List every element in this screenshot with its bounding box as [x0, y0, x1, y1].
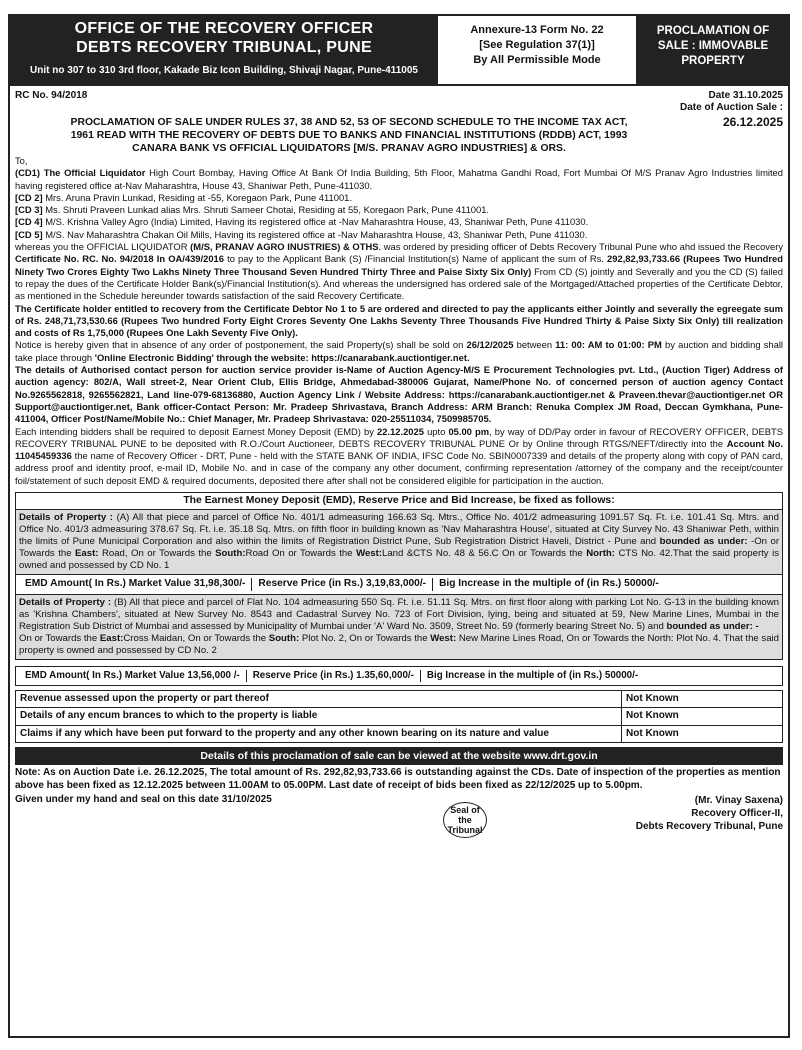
emd-deadline: 22.12.2025 — [377, 425, 424, 437]
property-b-bounded: bounded as under: - — [666, 620, 759, 632]
property-b-text-1: (B) All that piece and parcel of Flat No. 104 admeasuring 550 Sq. Ft. i.e. 51.11 Sq. Mtrs. on first floor along with parking Lot No. G-13 in the building known as 'Krishna Chambers', situated at New Survey No. 8543 and Cadastral Survey No. 723 of Fort Division, lying, being and situated at 59, New Marine Lines, Mumbai in the Registration Sub District of Mumbai and assessed by Municipality of Mumbai under 'A' Ward No. 3509, Street No. 59 (formerly bearing Street No. 5) and — [19, 596, 779, 632]
emd-text-4: the name of Recovery Officer - DRT, Pune - held with the STATE BANK OF INDIA, IFSC Code No. SBIN0007339 and details of the property along with copy of PAN card, address proof and identity proof, e-mail ID, Mobile No. and in case of the company any other document, confirming representation /attorney of the company and the receipt/counter foil/statement of such deposit EMD & required documents, deposited there after shall not be considered eligible for participation in the auction. — [15, 450, 783, 486]
bidding-website: 'Online Electronic Bidding' through the website: https://canarabank.auctiontiger.net. — [94, 351, 470, 363]
whereas-paragraph — [15, 241, 783, 302]
property-b-pricing — [15, 666, 783, 686]
cd5-paragraph — [15, 229, 783, 241]
whereas-text-1: whereas you the OFFICIAL LIQUIDATOR — [15, 241, 191, 253]
property-a-east: East: — [75, 548, 99, 560]
to-label: To, — [15, 155, 28, 166]
details-row-revenue — [15, 690, 783, 708]
property-a-south: South: — [215, 548, 246, 560]
property-b-text-2: On or Towards the — [19, 632, 100, 644]
details-row-claims — [15, 726, 783, 743]
annexure-line-1: Annexure-13 Form No. 22 — [470, 24, 604, 36]
cd1-label: (CD1) The Official Liquidator — [15, 167, 146, 179]
reserve-price-b: Reserve Price (in Rs.) 1.35,60,000/- — [246, 670, 420, 682]
whereas-text-3: to pay to the Applicant Bank (S) /Financial Institution(s) Name of applicant the sum of Rs. — [223, 253, 608, 265]
property-b-south: South: — [268, 632, 300, 644]
cd5-text: M/S. Nav Maharashtra Chakan Oil Mills, Having its registered office at -Nav Maharashtra House, 43, Shaniwar Peth, Pune 411030. — [42, 228, 588, 240]
annexure-line-2: [See Regulation 37(1)] — [479, 39, 595, 51]
emd-text-3: , by way of DD/Pay order in favour of RECOVERY OFFICER, DEBTS RECOVERY TRIBUNAL PUNE to be deposited with R.O./Court Auctioneer, DEBTS RECOVERY TRIBUNAL PUNE Or by Online through RTGS/NEFT/directly into the — [15, 425, 783, 449]
contact-paragraph: The details of Authorised contact person for auction service provider is-Name of Auction Agency-M/S E Procurement Technologies pvt. Ltd., (Auction Tiger) Address of auction agency: 802/A, Wall street-2, Near Orient Club, Ellis Bridge, Ahmedabad-380006 Gujarat, Name/Phone No. of concerned person of auction agency Contact No.9265562818, 9265562821, Land line-079-68136880, Auction Agency Link / Website Address: https://canarabank.auctiontiger.net & Praveen.thevar@auctiontiger.net OR Support@auctiontiger.net, Bank officer-Contact Person: Mr. Pradeep Shrivastava, Branch Address: ARM Branch: Renuka Complex JM Road, Deccan Gymkhana, Pune-411004, Officer Post/Name/Mobile No.: Chief Manager, Mr. Pradeep Shrivastava: 020-25511034, 7509985705. — [15, 364, 783, 425]
cd3-label: [CD 3] — [15, 204, 43, 216]
certificate-number: Certificate No. RC. No. 94/2018 In OA/439/2016 — [15, 253, 224, 265]
office-address: Unit no 307 to 310 3rd floor, Kakade Biz Icon Building, Shivaji Nagar, Pune-411005 — [30, 65, 418, 76]
emd-amount-a: EMD Amount( In Rs.) Market Value 31,98,300/- — [25, 578, 246, 590]
property-b-details — [15, 595, 783, 660]
signatory-name: (Mr. Vinay Saxena) — [694, 795, 783, 807]
cd1-paragraph — [15, 167, 783, 192]
details-key: Claims if any which have been put forward to the property and any other known bearing on its nature and value — [16, 726, 622, 742]
cd4-text: M/S. Krishna Valley Agro (India) Limited, Having its registered office at -Nav Maharashtra House, 43, Shaniwar Peth, Pune 411030. — [42, 216, 589, 228]
cd3-text: Ms. Shruti Praveen Lunkad alias Mrs. Shruti Sameer Chotai, Residing at 55, Koregaon Park, Pune 411001. — [42, 204, 490, 216]
property-b-text-4: Plot No. 2, On or Towards the — [299, 632, 431, 644]
tribunal-title: DEBTS RECOVERY TRIBUNAL, PUNE — [76, 39, 372, 56]
recovery-paragraph: The Certificate holder entitled to recovery from the Certificate Debtor No 1 to 5 are ordered and directed to pay the applicants either Jointly and severally the egreegate sum of Rs. 248,71,73,530.66 (Rupees Two hundred Forty Eight Crores Seventy One Lakhs Seventy Three Thousands Five Hundred Thirty & Paise Sixty Six Only) till realization and costs of Rs 1,75,000 (Rupees One Lakh Seventy Five Only). — [15, 302, 783, 339]
property-b-west: West: — [430, 632, 457, 644]
property-a-details — [15, 510, 783, 575]
proclamation-line-3: PROPERTY — [681, 55, 745, 67]
details-value: Not Known — [626, 727, 679, 739]
proclamation-line-1: PROCLAMATION OF — [656, 25, 770, 37]
details-key: Revenue assessed upon the property or part thereof — [16, 691, 622, 707]
emd-text-2: upto — [423, 425, 449, 437]
bid-increase-a: Big Increase in the multiple of (in Rs.) 50000/- — [432, 578, 665, 590]
whereas-text-2: . was ordered by presiding officer of Debts Recovery Tribunal Pune who ahd issued the Recovery — [378, 241, 784, 253]
property-a-label: Details of Property : — [19, 512, 113, 524]
property-b-text-5: New Marine Lines Road, On or Towards the North: Plot No. 4. That the said property is owned and possessed by CD No. 2 — [19, 632, 780, 656]
signatory-office: Debts Recovery Tribunal, Pune — [635, 821, 783, 833]
emd-text-1: Each intending bidders shall be required to deposit Earnest Money Deposit (EMD) by — [15, 425, 378, 437]
property-a-west: West: — [356, 548, 383, 560]
outstanding-sum: 292,82,93,733.66 (Rupees Two Hundred Ninety Two Crores Eighty Two Lakhs Ninety Three Thousand Seven Hundred Thirty Three and Paise Sixty Six Only) — [15, 253, 783, 277]
notice-content — [10, 86, 788, 840]
notice-text-3: by auction and bidding shall take place through — [15, 339, 783, 363]
auction-date: 26.12.2025 — [722, 115, 783, 129]
sale-time: 11: 00: AM to 01:00: PM — [555, 339, 662, 351]
cd4-label: [CD 4] — [15, 216, 43, 228]
property-a-north: North: — [586, 548, 615, 560]
signatory-post: Recovery Officer-II, — [691, 808, 783, 820]
emd-time: 05.00 pm — [448, 425, 490, 437]
website-bar: Details of this proclamation of sale can be viewed at the website www.drt.gov.in — [15, 747, 783, 765]
whereas-liquidator: (M/S, PRANAV AGRO INUSTRIES) & OTHS — [190, 241, 379, 253]
cd2-paragraph — [15, 192, 783, 204]
annexure-line-3: By All Permissible Mode — [473, 54, 601, 66]
bid-increase-b: Big Increase in the multiple of (in Rs.) 50000/- — [420, 670, 644, 682]
details-value: Not Known — [626, 710, 679, 722]
property-a-text-6: CTS No. 42.That the said property is owned and possessed by CD No. 1 — [19, 548, 780, 572]
property-b-east: East: — [99, 632, 124, 644]
property-b-text-3: Cross Maidan, On or Towards the — [123, 632, 269, 644]
notice-date: Date 31.10.2025 — [708, 90, 783, 101]
rc-number: RC No. 94/2018 — [15, 90, 88, 101]
office-banner — [10, 16, 438, 84]
proclamation-line-2: SALE : IMMOVABLE — [657, 40, 769, 52]
signature-block — [636, 794, 783, 840]
notice-paragraph — [15, 339, 783, 364]
property-a-text-4: Road On or Towards the — [245, 548, 357, 560]
proclamation-title — [15, 116, 783, 155]
note-paragraph: Note: As on Auction Date i.e. 26.12.2025, The total amount of Rs. 292,82,93,733.66 is outstanding against the CDs. Date of inspection of the properties as mention above has been fixed as 12.12.2025 between 11.00AM to 05.00PM. Last date of receipt of bids been fixed as 22/12/2025 up to 5.00pm. — [15, 767, 781, 791]
cd4-paragraph — [15, 216, 783, 228]
given-under-hand: Given under my hand and seal on this date 31/10/2025 — [15, 794, 272, 806]
tribunal-seal — [443, 802, 487, 838]
property-b-label: Details of Property : — [19, 596, 112, 608]
notice-footer — [15, 794, 783, 840]
seal-line-1: Seal of — [450, 805, 480, 816]
cd2-label: [CD 2] — [15, 191, 43, 203]
notice-header — [10, 16, 788, 86]
whereas-text-4: From CD (S) jointly and Severally and you the CD (S) failed to repay the dues of the Certificate Holder Bank(s)/Financial Institution(s). And whereas the undersigned has ordered sale of the Mortgaged/Attached properties of the Certificate Debtor, as mentioned in the Schedule hereunder towards satisfaction of the said Recovery Certificate. — [15, 265, 783, 302]
reserve-price-a: Reserve Price (in Rs.) 3,19,83,000/- — [251, 578, 432, 590]
notice-text-1: Notice is hereby given that in absence of any order of postponement, the said Property(s) shall be sold on — [15, 339, 467, 351]
property-a-pricing — [15, 575, 783, 594]
account-number: Account No. 11045459336 — [15, 437, 783, 462]
annexure-block — [438, 16, 638, 84]
notice-text-2: between — [513, 339, 556, 351]
proclamation-banner — [638, 16, 788, 84]
title-line-1: PROCLAMATION OF SALE UNDER RULES 37, 38 AND 52, 53 OF SECOND SCHEDULE TO THE INCOME TAX ACT, — [70, 117, 628, 128]
emd-amount-b: EMD Amount( In Rs.) Market Value 13,56,000 /- — [25, 669, 240, 681]
cd2-text: Mrs. Aruna Pravin Lunkad, Residing at -55, Koregaon Park, Pune 411001. — [42, 191, 352, 203]
auction-date-label: Date of Auction Sale : — [680, 102, 783, 113]
seal-line-2: the — [458, 815, 472, 826]
property-a-bounded: bounded as under: — [659, 536, 748, 548]
title-line-2: 1961 READ WITH THE RECOVERY OF DEBTS DUE TO BANKS AND FINANCIAL INSTITUTIONS (RDDB) ACT, 1993 — [70, 130, 628, 141]
sale-date: 26/12/2025 — [466, 339, 514, 351]
emd-heading: The Earnest Money Deposit (EMD), Reserve Price and Bid Increase, be fixed as follows: — [15, 492, 783, 510]
property-a-text-2: -On or Towards the — [19, 536, 780, 560]
cd5-label: [CD 5] — [15, 228, 43, 240]
seal-line-3: Tribunal — [447, 825, 483, 836]
cd1-text: High Court Bombay, Having Office At Bank Of India Building, 5th Floor, Mahatma Gandhi Road, Fort Mumbai Of M/S Pranav Agro Industries limited having registered office at-Nav Maharashtra, House 43, Shaniwar Peth, Pune-411030. — [15, 167, 783, 191]
details-row-encumbrances — [15, 708, 783, 725]
property-a-text-3: Road, On or Towards the — [98, 548, 216, 560]
cd3-paragraph — [15, 204, 783, 216]
emd-deposit-paragraph — [15, 426, 783, 487]
details-key: Details of any encum brances to which to the property is liable — [16, 708, 622, 724]
property-a-text-5: Land &CTS No. 48 & 56.C On or Towards the — [382, 548, 587, 560]
office-title: OFFICE OF THE RECOVERY OFFICER — [74, 20, 374, 37]
property-a-text-1: (A) All that piece and parcel of Office No. 401/1 admeasuring 166.63 Sq. Mtrs., Office No. 401/2 admeasuring 1091.57 Sq. Ft. i.e. 101.41 Sq. Mtrs. and Office No. 401/3 admeasuring 378.67 Sq. Ft. i.e. 35.18 Sq. Mtrs. on fifth floor in building known as 'Nav Maharashtra House', situated at City Survey No. 43 Shaniwar Peth, within the limits of Pune Municipal Corporation and also within the limits of Registration District Pune, Sub Registration District Haveli, District - Pune and — [19, 512, 779, 548]
title-line-3: CANARA BANK VS OFFICIAL LIQUIDATORS [M/S. PRANAV AGRO INDUSTRIES] & ORS. — [132, 143, 566, 154]
details-value: Not Known — [626, 692, 679, 704]
proclamation-notice — [8, 14, 790, 1038]
meta-row — [15, 90, 783, 114]
